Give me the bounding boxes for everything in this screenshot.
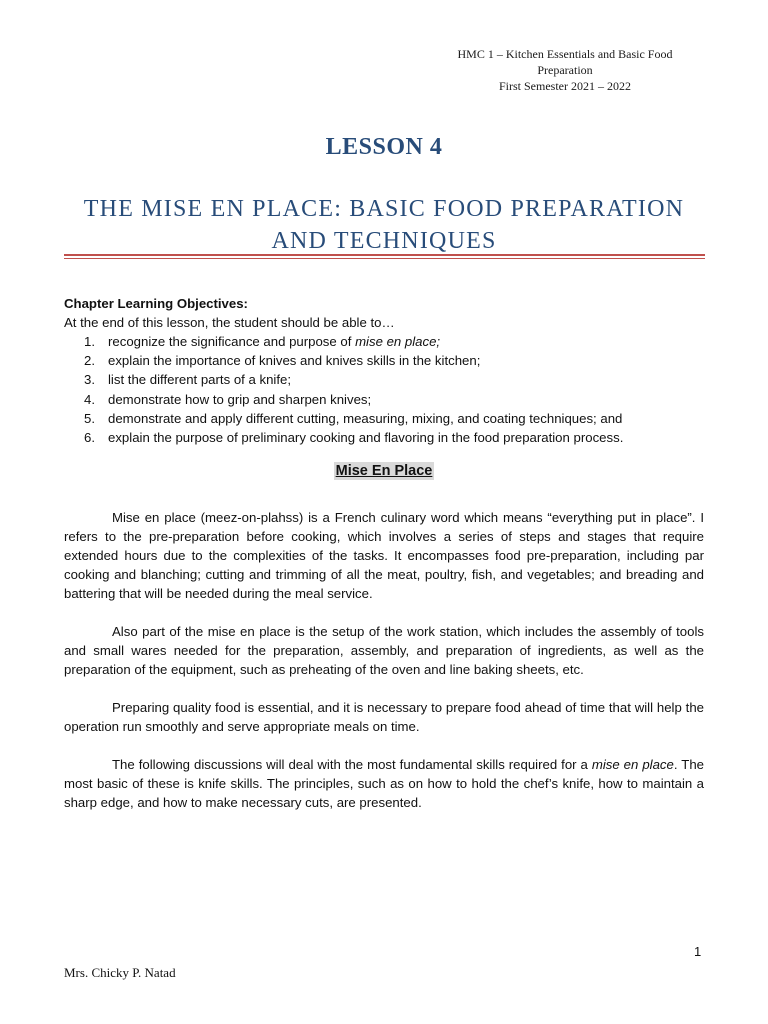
footer-author: Mrs. Chicky P. Natad bbox=[64, 965, 176, 980]
paragraph-text: The following discussions will deal with the most fundamental skills required for a bbox=[112, 757, 592, 772]
lesson-title bbox=[60, 193, 708, 257]
paragraph-quality: Preparing quality food is essential, and it is necessary to prepare food ahead of time that will help the operation run smoothly and serve appropriate meals on time. bbox=[64, 700, 704, 734]
objective-number: 3. bbox=[84, 372, 95, 388]
lesson-title-line-2: AND TECHNIQUES bbox=[271, 228, 497, 254]
paragraph-workstation: Also part of the mise en place is the setup of the work station, which includes the assembly of tools and small wares needed for the preparation, assembly, and preparation of ingredients, as well as the preparation of the equipment, such as preheating of the oven and line baking sheets, etc. bbox=[64, 624, 704, 677]
lesson-label: LESSON 4 bbox=[325, 134, 443, 160]
objective-item bbox=[64, 370, 714, 389]
paragraph-definition: Mise en place (meez-on-plahss) is a French culinary word which means “everything put in place”. I refers to the pre-preparation before cooking, which involves a series of steps and stages that require extended hours due to the complexities of the tasks. It encompasses food pre-preparation, including par cooking and blanching; cutting and trimming of all the meat, poultry, fish, and vegetables; and breading and battering that will be needed during the meal service. bbox=[64, 510, 704, 601]
objectives-intro: At the end of this lesson, the student should be able to… bbox=[64, 315, 395, 330]
paragraph-text: . The most basic of these is knife skills. The principles, such as on how to hold the chef’s knife, how to maintain a sharp edge, and how to make necessary cuts, are presented. bbox=[64, 757, 704, 810]
objective-text: explain the purpose of preliminary cooking and flavoring in the food preparation process. bbox=[108, 430, 624, 446]
objective-text: demonstrate and apply different cutting, measuring, mixing, and coating techniques; and bbox=[108, 410, 623, 426]
lesson-title-line-1: THE MISE EN PLACE: BASIC FOOD PREPARATION bbox=[83, 196, 685, 222]
objective-text: demonstrate how to grip and sharpen knives; bbox=[108, 391, 372, 407]
objective-text: recognize the significance and purpose of bbox=[108, 334, 356, 349]
title-divider-thick bbox=[64, 254, 705, 256]
objectives-heading: Chapter Learning Objectives: bbox=[64, 296, 248, 311]
page-number: 1 bbox=[694, 944, 702, 959]
header-course-line: HMC 1 – Kitchen Essentials and Basic Food bbox=[457, 47, 673, 61]
objective-number: 2. bbox=[84, 353, 95, 369]
objective-item bbox=[64, 332, 714, 351]
objective-item bbox=[64, 409, 714, 428]
objective-number: 1. bbox=[84, 334, 95, 349]
objective-number: 5. bbox=[84, 410, 95, 426]
objective-text: list the different parts of a knife; bbox=[108, 372, 292, 388]
objective-text: explain the importance of knives and knives skills in the kitchen; bbox=[108, 353, 481, 369]
paragraph-knife-skills bbox=[64, 755, 704, 812]
objective-number: 6. bbox=[84, 430, 95, 446]
objective-item bbox=[64, 390, 714, 409]
header-semester: First Semester 2021 – 2022 bbox=[499, 79, 631, 93]
header-course-line-cont: Preparation bbox=[537, 63, 593, 77]
objective-number: 4. bbox=[84, 391, 95, 407]
objectives-list bbox=[64, 332, 714, 447]
title-divider-thin bbox=[64, 258, 705, 259]
paragraph-text-italic: mise en place bbox=[591, 757, 674, 772]
objective-item bbox=[64, 351, 714, 370]
document-header bbox=[420, 46, 710, 94]
objective-item bbox=[64, 428, 714, 447]
objective-text-italic: mise en place; bbox=[355, 334, 441, 349]
section-heading-text: Mise En Place bbox=[335, 463, 433, 479]
section-heading bbox=[0, 462, 768, 480]
